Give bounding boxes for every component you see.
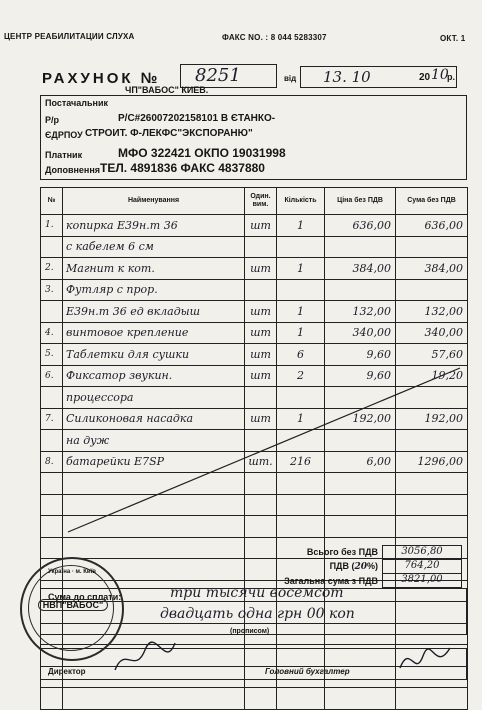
row-qty-cell: 1 [277, 408, 325, 430]
stamp-center-text: НВП"ВАБОС" [38, 599, 108, 611]
table-row [41, 279, 468, 301]
subtotal-label: Всього без ПДВ [306, 547, 378, 557]
row-price-cell [325, 279, 396, 301]
row-qty-cell: 1 [277, 322, 325, 344]
table-row [41, 688, 468, 710]
row-sum-cell: 19,20 [396, 365, 468, 387]
row-name-cell [63, 688, 245, 710]
row-number-cell: 2. [41, 258, 63, 280]
row-name-cell: Таблетки для сушки [63, 344, 245, 366]
vat-rate: 20 [354, 562, 367, 572]
table-row [41, 236, 468, 258]
row-name-cell: Магнит к кот. [63, 258, 245, 280]
row-name-cell: Футляр с прор. [63, 279, 245, 301]
supplier-company: ЧП"ВАБОС" КИЕВ. [125, 85, 209, 95]
row-unit-cell [245, 559, 277, 581]
edrpou-label: ЄДРПОУ [45, 130, 83, 140]
accountant-label: Головний бухгалтер [265, 667, 350, 676]
supplier-label: Постачальник [45, 98, 108, 108]
row-price-cell: 6,00 [325, 451, 396, 473]
row-number-cell: 3. [41, 279, 63, 301]
col-header-number: № [41, 188, 63, 215]
amount-label: Сума до сплати: [48, 592, 122, 602]
table-row [41, 322, 468, 344]
row-qty-cell: 2 [277, 365, 325, 387]
row-name-cell: копирка Е39н.т 36 [63, 215, 245, 237]
table-row [41, 301, 468, 323]
invoice-year-handwritten: 10 [431, 67, 449, 83]
row-number-cell: 5. [41, 344, 63, 366]
row-number-cell: 8. [41, 451, 63, 473]
row-qty-cell: 6 [277, 344, 325, 366]
row-unit-cell: шт [245, 344, 277, 366]
row-sum-cell: 1296,00 [396, 451, 468, 473]
account-label: Р/р [45, 115, 60, 125]
table-row [41, 215, 468, 237]
row-sum-cell: 57,60 [396, 344, 468, 366]
company-stamp [20, 557, 124, 661]
stamp-ring-text: Україна · м. Київ [48, 569, 96, 575]
row-sum-cell [396, 279, 468, 301]
row-price-cell: 132,00 [325, 301, 396, 323]
fax-number: ФАКС NO. : 8 044 5283307 [222, 33, 327, 42]
row-qty-cell: 1 [277, 301, 325, 323]
row-name-cell: Е39н.т 36 ед вкладыш [63, 301, 245, 323]
account-value: Р/С#26007202158101 В ЄТАНКО- [118, 113, 276, 124]
row-unit-cell [245, 537, 277, 559]
amount-words-line1: три тысячи восемсот [170, 585, 344, 601]
row-unit-cell [245, 279, 277, 301]
row-sum-cell: 192,00 [396, 408, 468, 430]
payer-value: МФО 322421 ОКПО 19031998 [118, 146, 286, 160]
total-label: Загальна сума з ПДВ [284, 576, 378, 586]
fax-date: ОКТ. 1 [440, 34, 466, 43]
invoice-title: РАХУНОК № [42, 70, 161, 87]
row-price-cell [325, 688, 396, 710]
extra-value: ТЕЛ. 4891836 ФАКС 4837880 [100, 161, 265, 175]
row-number-cell: 6. [41, 365, 63, 387]
row-price-cell: 192,00 [325, 408, 396, 430]
row-unit-cell: шт. [245, 451, 277, 473]
row-sum-cell [396, 236, 468, 258]
vat-label [330, 561, 378, 572]
empty-rows-strike-line [40, 360, 467, 540]
amount-caption: (прописом) [230, 628, 270, 635]
row-sum-cell: 340,00 [396, 322, 468, 344]
row-number-cell [41, 537, 63, 559]
row-name-cell: с кабелем 6 см [63, 236, 245, 258]
vat-value: 764,20 [382, 559, 462, 574]
row-unit-cell [245, 236, 277, 258]
row-qty-cell [277, 688, 325, 710]
row-price-cell [325, 236, 396, 258]
invoice-year-suffix: р. [447, 72, 455, 82]
row-unit-cell: шт [245, 365, 277, 387]
row-name-cell: на дуж [63, 430, 245, 452]
row-unit-cell: шт [245, 322, 277, 344]
col-header-sum: Сума без ПДВ [396, 188, 468, 215]
row-number-cell [41, 688, 63, 710]
extra-label: Доповнення [45, 165, 101, 175]
table-row [41, 258, 468, 280]
row-name-cell [63, 537, 245, 559]
row-qty-cell [277, 279, 325, 301]
fax-sender: ЦЕНТР РЕАБИЛИТАЦИИ СЛУХА [4, 32, 135, 41]
row-name-cell: винтовое крепление [63, 322, 245, 344]
row-sum-cell: 132,00 [396, 301, 468, 323]
amount-words-line2: двадцать одна грн 00 коп [160, 606, 355, 622]
col-header-name: Найменування [63, 188, 245, 215]
vat-label-a: ПДВ ( [329, 561, 355, 571]
invoice-date: 13. 10 [323, 68, 371, 86]
row-number-cell: 1. [41, 215, 63, 237]
col-header-unit: Один. вим. [245, 188, 277, 215]
row-unit-cell: шт [245, 258, 277, 280]
director-label: Директор [48, 667, 86, 676]
row-number-cell [41, 301, 63, 323]
director-signature [110, 635, 180, 680]
row-unit-cell: шт [245, 301, 277, 323]
row-qty-cell [277, 236, 325, 258]
vat-label-b: %) [367, 561, 378, 571]
row-unit-cell: шт [245, 215, 277, 237]
row-price-cell: 384,00 [325, 258, 396, 280]
row-qty-cell: 1 [277, 258, 325, 280]
col-header-qty: Кількість [277, 188, 325, 215]
row-sum-cell: 384,00 [396, 258, 468, 280]
edrpou-value: СТРОИТ. Ф-ЛЕКФС"ЭКСПОРАНЮ" [85, 128, 253, 139]
row-price-cell: 9,60 [325, 365, 396, 387]
row-qty-cell: 1 [277, 215, 325, 237]
invoice-year-printed: 20 [419, 72, 431, 83]
row-name-cell: процессора [63, 387, 245, 409]
row-unit-cell [245, 688, 277, 710]
row-number-cell: 7. [41, 408, 63, 430]
row-price-cell: 9,60 [325, 344, 396, 366]
total-value: 3821,00 [382, 573, 462, 588]
invoice-vid-label: від [284, 74, 297, 83]
row-sum-cell [396, 688, 468, 710]
row-price-cell: 340,00 [325, 322, 396, 344]
accountant-signature [395, 638, 455, 683]
row-number-cell: 4. [41, 322, 63, 344]
col-header-price: Ціна без ПДВ [325, 188, 396, 215]
row-number-cell [41, 236, 63, 258]
subtotal-value: 3056,80 [382, 545, 462, 560]
row-sum-cell: 636,00 [396, 215, 468, 237]
row-price-cell: 636,00 [325, 215, 396, 237]
row-unit-cell: шт [245, 408, 277, 430]
row-qty-cell: 216 [277, 451, 325, 473]
invoice-number: 8251 [195, 65, 241, 86]
row-name-cell: батарейки Е7SP [63, 451, 245, 473]
payer-label: Платник [45, 150, 83, 160]
invoice-date-box [300, 66, 457, 88]
row-name-cell: Фиксатор звукин. [63, 365, 245, 387]
table-header-row [41, 188, 468, 215]
row-name-cell: Силиконовая насадка [63, 408, 245, 430]
